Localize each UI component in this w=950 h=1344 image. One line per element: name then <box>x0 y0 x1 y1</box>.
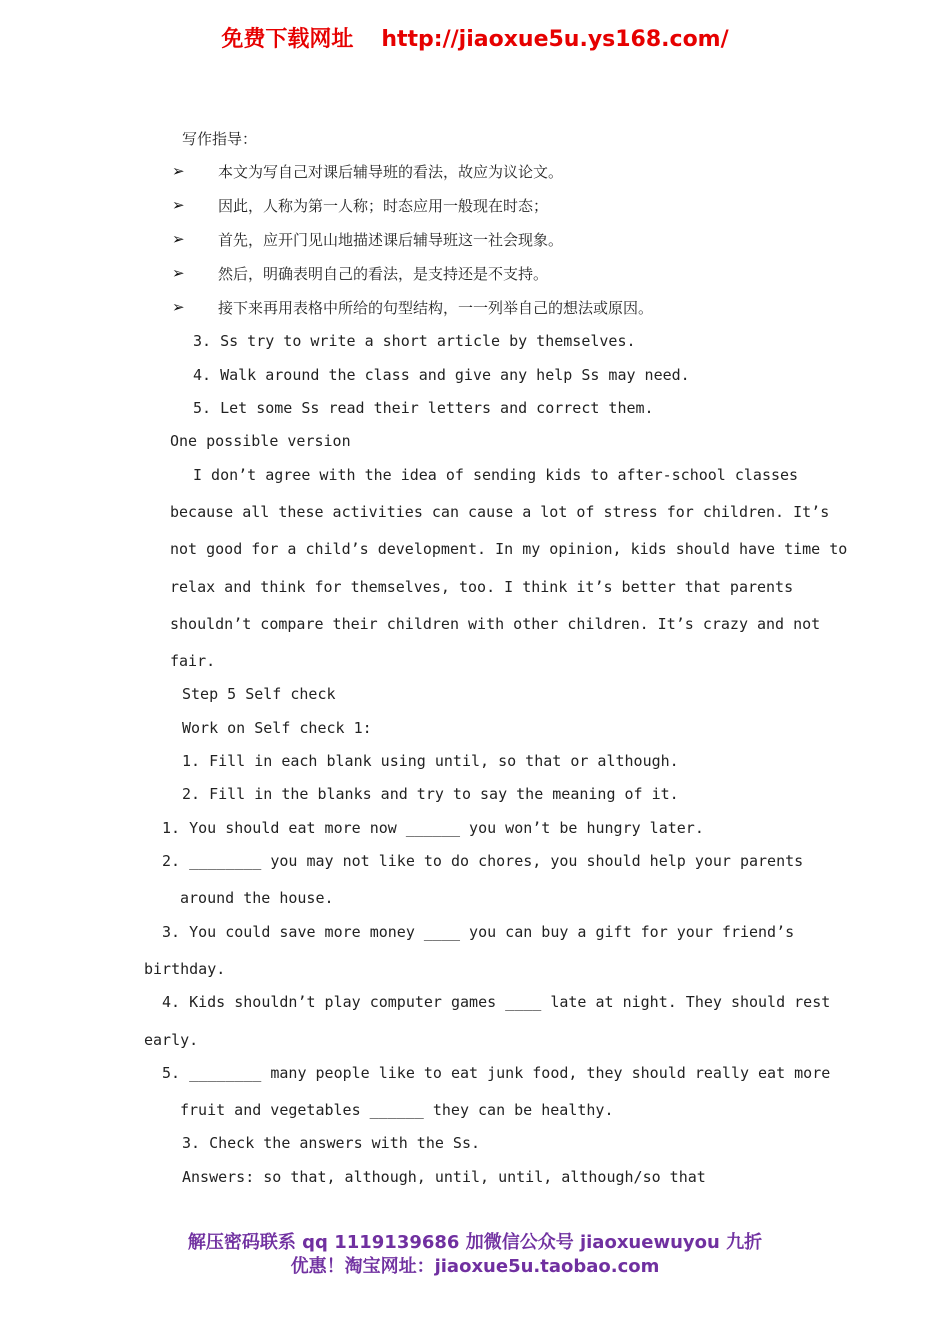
arrowhead-bullet-icon: ➢ <box>172 298 185 316</box>
step-item: 4. Walk around the class and give any help Ss may need. <box>193 366 690 384</box>
download-url-link[interactable]: http://jiaoxue5u.ys168.com/ <box>381 27 729 52</box>
version-line: because all these activities can cause a lot of stress for children. It’s <box>170 503 830 521</box>
arrowhead-bullet-icon: ➢ <box>172 196 185 214</box>
answers-line: Answers: so that, although, until, until, although/so that <box>182 1168 706 1186</box>
guide-bullet: 然后，明确表明自己的看法，是支持还是不支持。 <box>218 265 549 283</box>
step5-work: Work on Self check 1: <box>182 719 372 737</box>
writing-guide-title: 写作指导： <box>182 130 258 148</box>
version-line: I don’t agree with the idea of sending kids to after-school classes <box>193 466 799 484</box>
version-line: shouldn’t compare their children with other children. It’s crazy and not <box>170 615 821 633</box>
guide-bullet: 首先，应开门见山地描述课后辅导班这一社会现象。 <box>218 231 564 249</box>
download-label: 免费下载网址 <box>221 27 354 52</box>
footer-taobao-link[interactable]: 优惠！淘宝网址：jiaoxue5u.taobao.com <box>290 1256 660 1277</box>
page-header <box>0 22 950 53</box>
version-line: fair. <box>170 652 216 670</box>
exercise-line: 1. You should eat more now ______ you won’t be hungry later. <box>162 819 704 837</box>
exercise-line: around the house. <box>180 889 334 907</box>
arrowhead-bullet-icon: ➢ <box>172 230 185 248</box>
step5-title: Step 5 Self check <box>182 685 336 703</box>
exercise-line: birthday. <box>144 960 226 978</box>
exercise-line: 3. You could save more money ____ you can buy a gift for your friend’s <box>162 923 795 941</box>
version-title: One possible version <box>170 432 351 450</box>
exercise-line: 5. ________ many people like to eat junk food, they should really eat more <box>162 1064 831 1082</box>
exercise-line: early. <box>144 1031 199 1049</box>
step-item: 5. Let some Ss read their letters and correct them. <box>193 399 654 417</box>
version-line: relax and think for themselves, too. I think it’s better that parents <box>170 578 794 596</box>
check-line: 3. Check the answers with the Ss. <box>182 1134 481 1152</box>
exercise-line: fruit and vegetables ______ they can be healthy. <box>180 1101 614 1119</box>
arrowhead-bullet-icon: ➢ <box>172 162 185 180</box>
footer-contact: 解压密码联系 qq 1119139686 加微信公众号 jiaoxuewuyou 九折 <box>187 1232 763 1253</box>
arrowhead-bullet-icon: ➢ <box>172 264 185 282</box>
step5-task: 2. Fill in the blanks and try to say the meaning of it. <box>182 785 679 803</box>
guide-bullet: 本文为写自己对课后辅导班的看法，故应为议论文。 <box>218 163 564 181</box>
version-line: not good for a child’s development. In my opinion, kids should have time to <box>170 540 848 558</box>
exercise-line: 2. ________ you may not like to do chores, you should help your parents <box>162 852 804 870</box>
exercise-line: 4. Kids shouldn’t play computer games ____ late at night. They should rest <box>162 993 831 1011</box>
guide-bullet: 因此，人称为第一人称；时态应用一般现在时态； <box>218 197 549 215</box>
guide-bullet: 接下来再用表格中所给的句型结构，一一列举自己的想法或原因。 <box>218 299 654 317</box>
step5-task: 1. Fill in each blank using until, so that or although. <box>182 752 679 770</box>
step-item: 3. Ss try to write a short article by themselves. <box>193 332 636 350</box>
